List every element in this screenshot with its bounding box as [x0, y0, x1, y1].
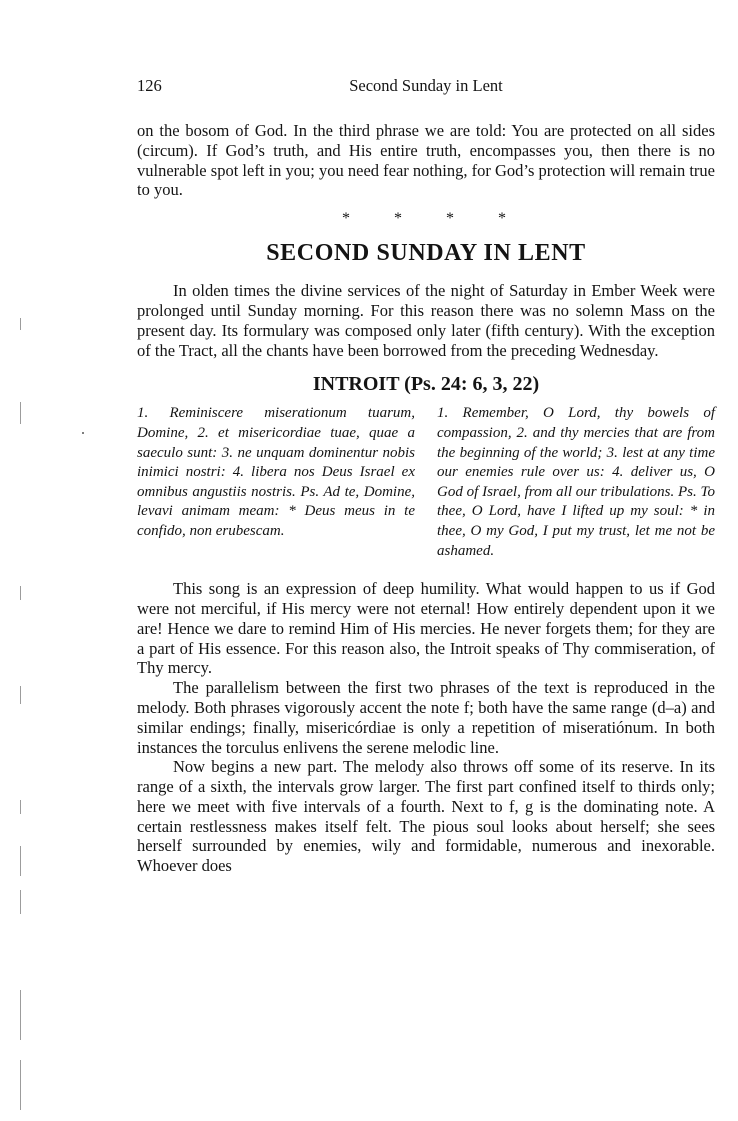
margin-mark: [20, 686, 21, 704]
page-number: 126: [137, 76, 162, 95]
introit-heading: INTROIT (Ps. 24: 6, 3, 22): [312, 373, 540, 396]
margin-mark: [20, 800, 21, 814]
latin-column: 1. Reminiscere miserationum tuarum, Domine, 2. et misericordiae tuae, quae a saeculo sunt: 3. ne unquam dominentur nobis inimici nostri: 4. libera nos Deus Israel ex omnibus angustiis nostris. Ps. Ad te, Domine, levavi animam meam: * Deus meus in te confido, non erubescam.: [137, 405, 415, 539]
margin-mark: [20, 402, 21, 424]
section-title: SECOND SUNDAY IN LENT: [266, 240, 586, 267]
margin-dot: [82, 432, 84, 434]
margin-mark: [20, 1060, 21, 1110]
margin-mark: [20, 586, 21, 600]
paragraph-olden-times: In olden times the divine services of the night of Saturday in Ember Week were prolonged until Sunday morning. For this reason there was no solemn Mass on the present day. Its formulary was composed only later (fifth century). With the exception of the Tract, all the chants have been borrowed from the preceding Wednesday.: [137, 281, 715, 360]
paragraph-intro-continuation: on the bosom of God. In the third phrase we are told: You are protected on all sides (circum). If God’s truth, and His entire truth, encompasses you, then there is no vulnerable spot left in you; you need fear nothing, for God’s protection will remain true to you.: [137, 121, 715, 200]
english-column: 1. Remember, O Lord, thy bowels of compassion, 2. and thy mercies that are from the beginning of the world; 3. lest at any time our enemies rule over us: 4. deliver us, O God of Israel, from all our tribulations. Ps. To thee, O Lord, have I lifted up my soul: * in thee, O my God, I put my trust, let me not be ashamed.: [437, 405, 715, 559]
margin-mark: [20, 890, 21, 914]
margin-mark: [20, 990, 21, 1040]
page-header: [137, 76, 715, 98]
paragraph-parallelism: The parallelism between the first two phrases of the text is reproduced in the melody. Both phrases vigorously accent the note f; both have the same range (d–a) and similar endings; finally, misericórdiae is only a repetition of miseratiónum. In both instances the torculus enlivens the serene melodic line.: [137, 678, 715, 757]
scan-margin-artifacts: [0, 0, 30, 1121]
margin-mark: [20, 846, 21, 876]
running-head: Second Sunday in Lent: [349, 76, 503, 95]
page-body: [137, 121, 715, 876]
paragraph-song: This song is an expression of deep humility. What would happen to us if God were not merciful, if His mercy were not eternal! How entirely dependent upon it we are! Hence we dare to remind Him of His mercies. He never forgets them; for they are a part of His essence. For this reason also, the Introit speaks of Thy commiseration, of Thy mercy.: [137, 579, 715, 678]
margin-mark: [20, 318, 21, 330]
section-divider: * * * *: [342, 210, 526, 228]
paragraph-new-part: Now begins a new part. The melody also throws off some of its reserve. In its range of a sixth, the intervals grow larger. The first part confined itself to thirds only; here we meet with five intervals of a fourth. Next to f, g is the dominating note. A certain restlessness makes itself felt. The pious soul looks about herself; she sees herself surrounded by enemies, wily and formidable, numerous and inexorable. Whoever does: [137, 757, 715, 876]
introit-text: [137, 404, 715, 561]
